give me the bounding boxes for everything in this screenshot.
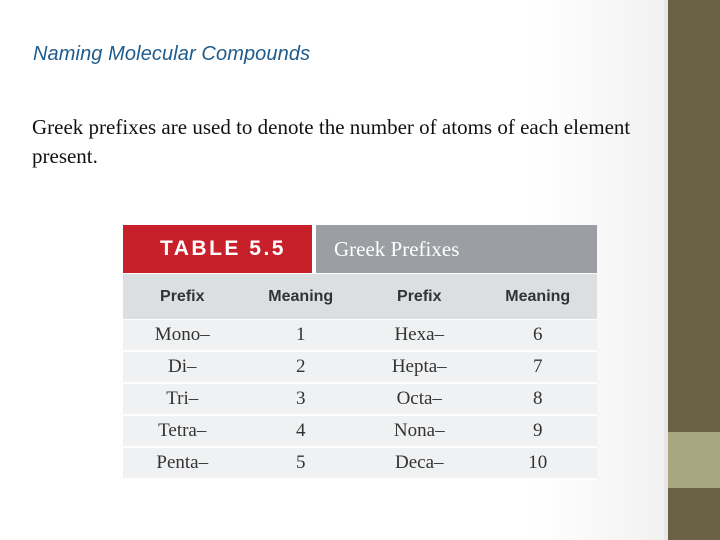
table-caption: Greek Prefixes xyxy=(316,225,597,273)
column-header-prefix: Prefix xyxy=(160,287,205,305)
table-cell: 3 xyxy=(296,388,306,409)
greek-prefixes-table xyxy=(123,225,597,480)
table-number-label: TABLE 5.5 xyxy=(123,225,312,273)
table-cell: Deca– xyxy=(394,452,444,473)
table-cell: 10 xyxy=(528,452,548,473)
table-cell: 5 xyxy=(296,452,306,473)
table-row xyxy=(123,448,597,480)
table-cell: Hepta– xyxy=(391,356,447,377)
table-cell: Di– xyxy=(168,356,197,377)
table-cell: 8 xyxy=(533,388,543,409)
table-header-bar xyxy=(123,225,597,273)
table-row xyxy=(123,416,597,448)
sidebar-accent-block xyxy=(668,432,720,488)
column-header-meaning: Meaning xyxy=(505,287,571,305)
column-header-meaning: Meaning xyxy=(268,287,334,305)
slide-body-text: Greek prefixes are used to denote the number of atoms of each element present. xyxy=(32,115,631,168)
table-cell: 2 xyxy=(296,356,306,377)
column-header-prefix: Prefix xyxy=(397,287,442,305)
table-cell: Octa– xyxy=(396,388,442,409)
table-cell: 1 xyxy=(296,324,306,345)
table-row xyxy=(123,320,597,352)
table-cell: Nona– xyxy=(393,420,445,441)
table-row xyxy=(123,352,597,384)
table-cell: 7 xyxy=(533,356,543,377)
table-cell: Hexa– xyxy=(394,324,445,345)
table-cell: 6 xyxy=(533,324,543,345)
table-row xyxy=(123,384,597,416)
table-cell: 9 xyxy=(533,420,543,441)
slide-title: Naming Molecular Compounds xyxy=(33,43,311,65)
table-cell: 4 xyxy=(296,420,306,441)
table-cell: Mono– xyxy=(154,324,210,345)
table-cell: Penta– xyxy=(156,452,209,473)
table-cell: Tri– xyxy=(166,388,199,409)
column-header-row xyxy=(123,274,597,320)
table-cell: Tetra– xyxy=(158,420,207,441)
